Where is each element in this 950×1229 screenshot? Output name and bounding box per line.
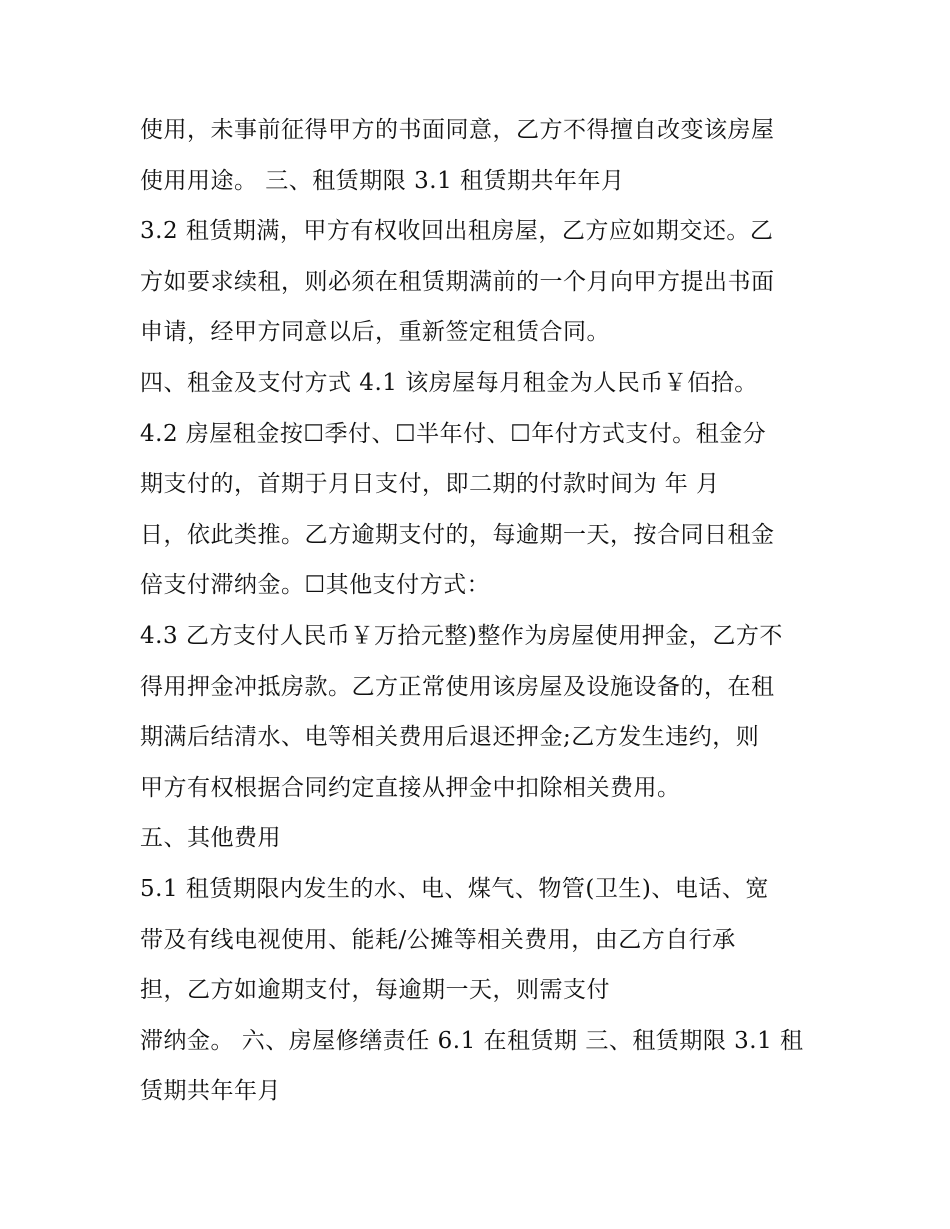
text-line: 期支付的，首期于月日支付，即二期的付款时间为 年 月 xyxy=(140,471,720,498)
text-line: 带及有线电视使用、能耗/公摊等相关费用，由乙方自行承 xyxy=(140,926,736,953)
contract-text xyxy=(140,105,830,1117)
text-line: 甲方有权根据合同约定直接从押金中扣除相关费用。 xyxy=(140,774,681,801)
text-line: 四、租金及支付方式 4.1 该房屋每月租金为人民币￥佰拾。 xyxy=(140,369,758,396)
text-line: 4.3 乙方支付人民币￥万拾元整)整作为房屋使用押金，乙方不 xyxy=(140,622,783,649)
text-line: 日，依此类推。乙方逾期支付的，每逾期一天，按合同日租金 xyxy=(140,521,775,548)
text-line: 5.1 租赁期限内发生的水、电、煤气、物管(卫生)、电话、宽 xyxy=(140,875,769,902)
text-line: 使用用途。 三、租赁期限 3.1 租赁期共年年月 xyxy=(140,167,625,194)
text-line: 滞纳金。 六、房屋修缮责任 6.1 在租赁期 三、租赁期限 3.1 租 xyxy=(140,1027,804,1054)
text-line: 3.2 租赁期满，甲方有权收回出租房屋，乙方应如期交还。乙 xyxy=(140,218,774,245)
text-line: 担，乙方如逾期支付，每逾期一天，则需支付 xyxy=(140,977,610,1004)
text-line: 申请，经甲方同意以后，重新签定租赁合同。 xyxy=(140,319,610,346)
section-heading: 五、其他费用 xyxy=(140,825,281,852)
text-line: 倍支付滞纳金。☐其他支付方式： xyxy=(140,572,491,599)
text-line: 赁期共年年月 xyxy=(140,1078,281,1105)
text-line: 得用押金冲抵房款。乙方正常使用该房屋及设施设备的，在租 xyxy=(140,673,775,700)
text-line: 方如要求续租，则必须在租赁期满前的一个月向甲方提出书面 xyxy=(140,268,775,295)
text-line: 4.2 房屋租金按☐季付、☐半年付、☐年付方式支付。租金分 xyxy=(140,420,767,447)
text-line: 期满后结清水、电等相关费用后退还押金;乙方发生违约，则 xyxy=(140,724,760,751)
text-line: 使用，未事前征得甲方的书面同意，乙方不得擅自改变该房屋 xyxy=(140,117,775,143)
